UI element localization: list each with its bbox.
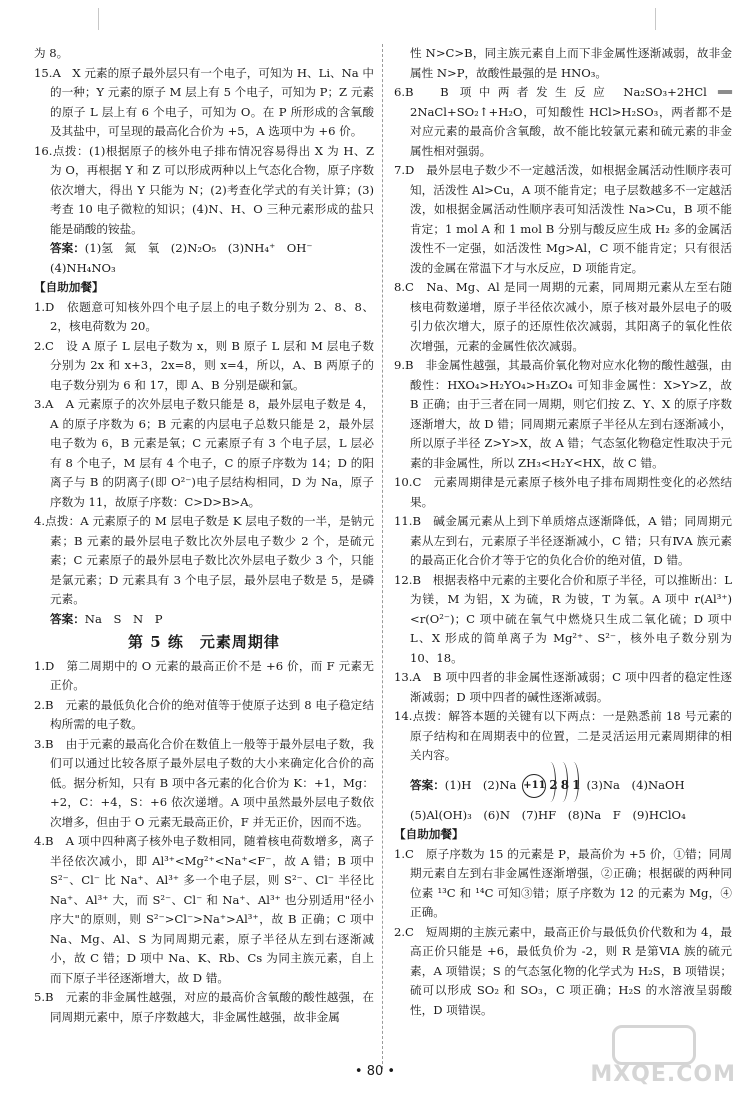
right-continuation: 性 N>C>B，同主族元素自上而下非金属性逐渐减弱，故非金属性 N>P，故酸性最强的是 HNO₃。 [410, 46, 732, 80]
extra-1: 1.D 依题意可知核外四个电子层上的电子数分别为 2、8、8、2，核电荷数为 20。 [34, 299, 374, 333]
item-13: 13.A B 项中四者的非金属性逐渐减弱；C 项中四者的稳定性逐渐减弱；D 项中四者的碱性逐渐减弱。 [394, 670, 732, 704]
column-divider [382, 44, 384, 1069]
answer-label: 答案： [50, 241, 85, 255]
answer-text: (1)氢 氮 氧 (2)N₂O₅ (3)NH₄⁺ OH⁻ [84, 241, 313, 255]
answer-text: Na S N P [84, 611, 163, 626]
top-tick-right [655, 8, 656, 30]
answer-label: 答案： [410, 777, 445, 792]
watermark-logo-icon [612, 1025, 696, 1065]
extra-r2: 2.C 短周期的主族元素中，最高正价与最低负价代数和为 4，最高正价只能是 +6，最低负价为 -2，则 R 是第ⅥA 族的硫元素，A 项错误；S 的气态氢化物的化学式为 H₂S，B 项错误；硫可以形成 SO₂ 和 SO₃，C 项正确；H₂S 的水溶液呈弱酸性，D 项错误。 [394, 924, 732, 1017]
right-column [394, 44, 736, 1020]
electron-shell: 8 [561, 776, 569, 796]
item-14-answer-cont: (5)Al(OH)₃ (6)N (7)HF (8)Na F (9)HClO₄ [410, 807, 686, 822]
extra-2: 2.C 设 A 原子 L 层电子数为 x，则 B 原子 L 层和 M 层电子数分别为 2x 和 x+3，2x=8，则 x=4，所以，A、B 两原子的电子数分别为 6 和 17，即 A、B 分别是碳和氯。 [34, 338, 374, 392]
left-continuation: 为 8。 [34, 46, 69, 60]
item-4: 4.B A 项中四种离子核外电子数相同，随着核电荷数增多，离子半径依次减小，即 Al³⁺<Mg²⁺<Na⁺<F⁻，故 A 错；B 项中 S²⁻、Cl⁻ 比 Na⁺、Al³⁺ 多一个电子层，则 S²⁻、Cl⁻ 半径比 Na⁺、Al³⁺ 大，而 S²⁻、Cl⁻ 和 Na⁺、Al³⁺ 也分别适用"径小序大"的原则，则 S²⁻>Cl⁻>Na⁺>Al³⁺，故 B 正确；C 项中 Na、Mg、Al、S 为同周期元素，原子半径从左到右逐渐减小，故 C 错；D 项中 Na、K、Rb、Cs 为同主族元素，自上而下原子半径逐渐增大，故 D 错。 [34, 834, 378, 985]
section-heading-right: 【自助加餐】 [394, 827, 464, 841]
item-10: 10.C 元素周期律是元素原子核外电子排布周期性变化的必然结果。 [394, 475, 732, 509]
watermark-logo [586, 1025, 736, 1087]
extra-r1: 1.C 原子序数为 15 的元素是 P，最高价为 +5 价，①错；同周期元素自左到右非金属性逐渐增强，②正确；根据碳的两种同位素 ¹³C 和 ¹⁴C 可知③错；原子序数为 12 的元素为 Mg，④正确。 [394, 846, 732, 919]
item-8: 8.C Na、Mg、Al 是同一周期的元素，同周期元素从左至右随核电荷数递增，原子半径依次减小，原子核对最外层电子的吸引力依次增大，原子的还原性依次减弱，其阳离子的氧化性依次增强，元素的金属性依次减弱。 [394, 280, 732, 353]
item-12: 12.B 根据表格中元素的主要化合价和原子半径，可以推断出：L 为镁，M 为铝，X 为硫，R 为铍，T 为氧。A 项中 r(Al³⁺)<r(O²⁻)；C 项中硫在氧气中燃烧只生成二氧化硫；D 项中 L、X 形成的简单离子为 Mg²⁺、S²⁻，核外电子数分别为 10、18。 [394, 572, 736, 665]
item-14: 14.点拨：解答本题的关键有以下两点：一是熟悉前 18 号元素的原子结构和在周期表中的位置，二是灵活运用元素周期律的相关内容。 [394, 709, 732, 762]
item-5: 5.B 元素的非金属性越强，对应的最高价含氧酸的酸性越强，在同周期元素中，原子序数越大，非金属性越强，故非金属 [34, 990, 374, 1024]
extra-4-answer [34, 610, 374, 630]
watermark-text: MXQE.COM [590, 1062, 736, 1087]
item-6: 6.B B 项中两者发生反应 Na₂SO₃+2HCl ══ 2NaCl+SO₂↑+H₂O，可知酸性 HCl>H₂SO₃，两者都不是对应元素的最高价含氧酸，故不能比较氯元素和硫元素的非金属性相对强弱。 [394, 85, 736, 158]
answer-text: (3)Na (4)NaOH [586, 777, 685, 792]
item-11: 11.B 碱金属元素从上到下单质熔点逐渐降低，A 错；同周期元素从左到右，元素原子半径逐渐减小，C 错；只有ⅣA 族元素的最高正化合价才等于它的负化合价的绝对值，D 错。 [394, 514, 732, 567]
item-1: 1.D 第二周期中的 O 元素的最高正价不是 +6 价，而 F 元素无正价。 [34, 658, 374, 692]
electron-shell: 2 [549, 776, 557, 796]
item-14-answer [394, 766, 732, 806]
extra-4: 4.点拨：A 元素原子的 M 层电子数是 K 层电子数的一半，是钠元素；B 元素的最外层电子数比次外层电子数少 2 个，是硫元素；C 元素原子的最外层电子数比次外层电子数少 3 个，只能是氯元素；D 元素具有 3 个电子层，最外层电子数是 5，是磷元素。 [34, 514, 374, 606]
page-number: • 80 • [354, 1064, 396, 1079]
electron-shell: 1 [572, 776, 580, 796]
top-tick-left [98, 8, 99, 30]
item-16-answer-cont: (4)NH₄NO₃ [50, 260, 116, 275]
item-16-answer [34, 239, 374, 259]
section-heading-left: 【自助加餐】 [34, 280, 104, 294]
item-7: 7.D 最外层电子数少不一定越活泼，如根据金属活动性顺序表可知，活泼性 Al>Cu，A 项不能肯定；电子层数越多不一定越活泼，如根据金属活动性顺序表可知活泼性 Na>Cu，B 项不能肯定；1 mol A 和 1 mol B 分别与酸反应生成 H₂ 多的金属活泼性不一定强，如活泼性 Mg>Al，C 项不能肯定；只有很活泼的金属在常温下才与水反应，D 项能肯定。 [394, 163, 732, 275]
atom-nucleus: +11 [522, 774, 546, 798]
answer-text: (1)H (2)Na [444, 777, 517, 792]
answer-label: 答案： [50, 611, 85, 626]
item-15: 15.A X 元素的原子最外层只有一个电子，可知为 H、Li、Na 中的一种；Y 元素的原子 M 层上有 5 个电子，可知为 P；Z 元素的原子 L 层上有 6 个电子，可知为 O。在 P 所形成的含氧酸及其盐中，可呈现的最高化合价为 +5，A 选项中为 +6 价。 [34, 65, 374, 138]
item-3: 3.B 由于元素的最高化合价在数值上一般等于最外层电子数，我们可以通过比较各原子最外层电子数的大小来确定化合价的高低。据分析知，只有 B 项中各元素的化合价为 K：+1，Mg：+2，C：+4，S：+6 依次递增。A 项中虽然最外层电子数依次增多，但由于 O 元素无最高正价，F 并无正价，因而不选。 [34, 736, 374, 829]
item-2: 2.B 元素的最低负化合价的绝对值等于使原子达到 8 电子稳定结构所需的电子数。 [34, 697, 374, 731]
practice-title: 第 5 练 元素周期律 [128, 633, 280, 651]
extra-3: 3.A A 元素原子的次外层电子数只能是 8，最外层电子数是 4，A 的原子序数为 6；B 元素的内层电子总数只能是 2，最外层电子数为 6，B 元素是氧；C 元素原子有 3 个电子层，L 层必有 8 个电子，M 层有 4 个电子，C 的原子序数为 14；D 的阳离子与 B 的阴离子(即 O²⁻)电子层结构相同，D 为 Na，原子序数为 11，故原子序数：C>D>B>A。 [34, 397, 374, 509]
sodium-atom-structure-icon [522, 774, 580, 798]
item-9: 9.B 非金属性越强，其最高价氧化物对应水化物的酸性越强，由酸性：HXO₄>H₂YO₄>H₃ZO₄ 可知非金属性：X>Y>Z，故 B 正确；由于三者在同一周期，则它们按 Z、Y、X 的原子序数逐渐增大，故 D 错；同周期元素原子半径从左到右逐渐减小，所以原子半径 Z>Y>X，故 A 错；气态氢化物稳定性取决于元素的非金属性，所以 ZH₃<H₂Y<HX，故 C 错。 [394, 358, 736, 470]
item-16: 16.点拨：(1)根据原子的核外电子排布情况容易得出 X 为 H、Z 为 O，再根据 Y 和 Z 可以形成两种以上气态化合物，原子序数依次增大，得出 Y 只能为 N；(2)考查化学式的有关计算；(3)考查 10 电子微粒的知识；(4)N、H、O 三种元素形成的盐只能是硝酸的铵盐。 [34, 143, 378, 236]
left-column [34, 44, 378, 1027]
